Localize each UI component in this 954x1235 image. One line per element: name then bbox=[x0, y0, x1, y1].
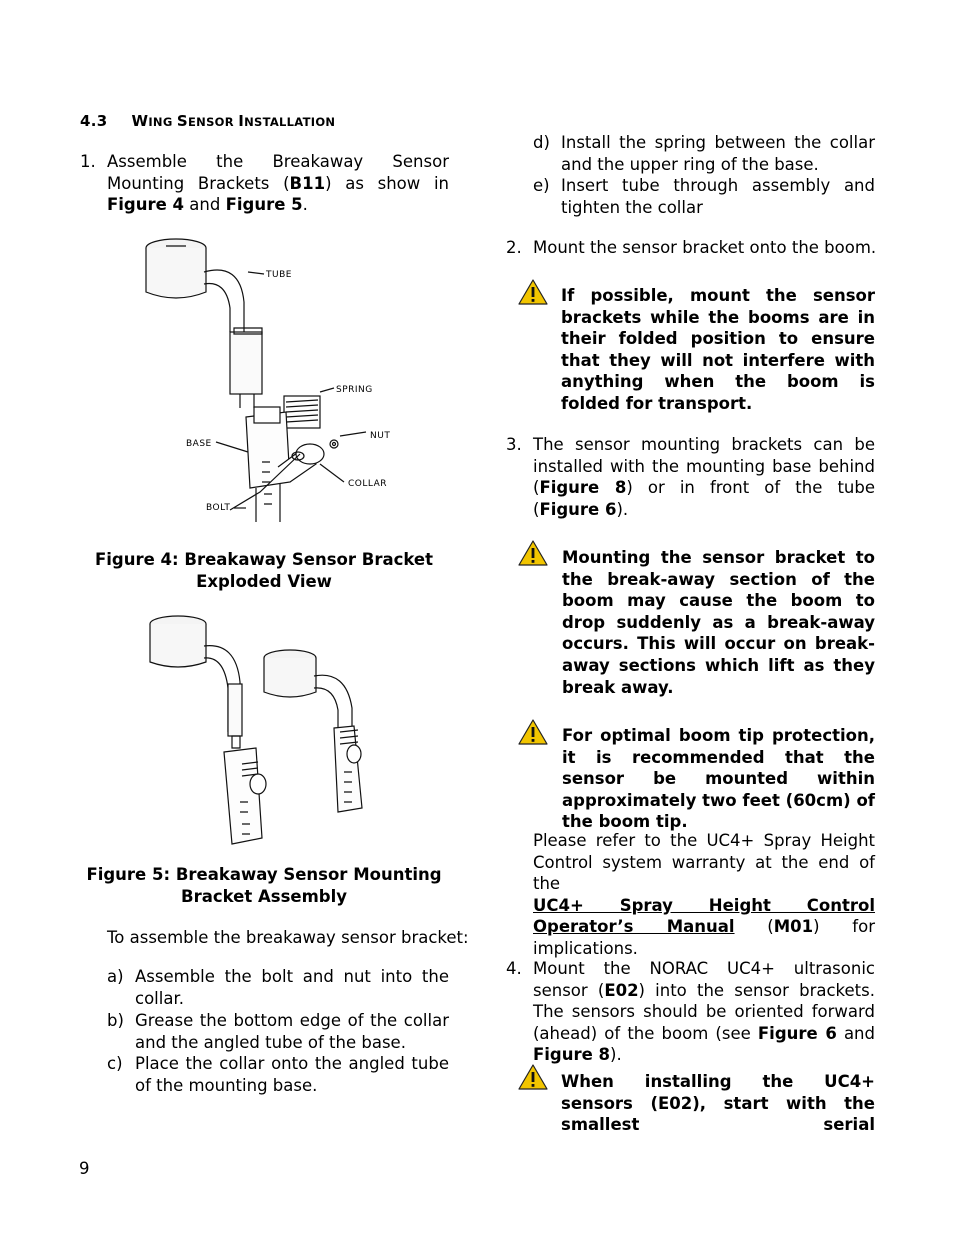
step-3-text: The sensor mounting brackets can be installed with the mounting base behind (Figure 8) or in front of the tube (Figure 6). bbox=[533, 435, 875, 519]
substep-letter: a) bbox=[107, 967, 124, 986]
warning-4-text: When installing the UC4+ sensors (E02), start with the smallest serial bbox=[561, 1072, 875, 1135]
page-number: 9 bbox=[79, 1159, 90, 1178]
heading-cap: S bbox=[176, 112, 188, 130]
figure-4-exploded-view bbox=[130, 232, 400, 522]
substep-text: Install the spring between the collar and the upper ring of the base. bbox=[561, 133, 875, 174]
substep-text: Assemble the bolt and nut into the collar. bbox=[135, 967, 449, 1008]
step-4-number: 4. bbox=[506, 959, 522, 978]
heading-cap: W bbox=[131, 112, 149, 130]
warning-icon bbox=[518, 279, 548, 305]
substep-letter: e) bbox=[533, 176, 550, 195]
figure-4-caption: Figure 4: Breakaway Sensor Bracket Exploded View bbox=[95, 550, 433, 591]
step-3-number: 3. bbox=[506, 435, 522, 454]
label-collar: COLLAR bbox=[348, 479, 388, 489]
manual-link[interactable]: Operator’s Manual bbox=[533, 917, 735, 937]
manual-link[interactable]: UC4+ Spray Height Control bbox=[533, 895, 875, 915]
warranty-reference: Please refer to the UC4+ Spray Height Control system warranty at the end of the UC4+ Spray Height Control Operator’s Manual (M01) for implications. bbox=[533, 831, 875, 958]
step-4-text: Mount the NORAC UC4+ ultrasonic sensor (E02) into the sensor brackets. The sensors should be oriented forward (ahead) of the boom (see Figure 6 and Figure 8). bbox=[533, 959, 875, 1065]
substep-letter: c) bbox=[107, 1054, 123, 1073]
step-1-text: Assemble the Breakaway Sensor Mounting Brackets (B11) as show in Figure 4 and Figure 5. bbox=[107, 152, 449, 215]
figure-5-caption: Figure 5: Breakaway Sensor Mounting Bracket Assembly bbox=[86, 865, 442, 906]
substep-letter: b) bbox=[107, 1011, 124, 1030]
section-heading bbox=[80, 112, 335, 130]
heading-smallcaps: ING bbox=[148, 115, 177, 129]
heading-smallcaps: ENSOR bbox=[188, 115, 239, 129]
label-base: BASE bbox=[186, 439, 212, 449]
step-2-text: Mount the sensor bracket onto the boom. bbox=[533, 238, 877, 257]
label-nut: NUT bbox=[370, 431, 391, 441]
warning-icon bbox=[518, 1064, 548, 1090]
label-bolt: BOLT bbox=[206, 503, 231, 513]
substep-text: Insert tube through assembly and tighten the collar bbox=[561, 176, 875, 217]
warning-2-text: Mounting the sensor bracket to the break-away section of the boom may cause the boom to drop suddenly as a break-away occurs. This will occur on break-away sections which lift as they break away. bbox=[562, 548, 875, 697]
step-2-number: 2. bbox=[506, 238, 522, 257]
assembly-intro: To assemble the breakaway sensor bracket: bbox=[107, 928, 469, 947]
figure-5-assembly bbox=[140, 612, 390, 857]
warning-icon bbox=[518, 540, 548, 566]
heading-cap: I bbox=[238, 112, 245, 130]
heading-smallcaps: NSTALLATION bbox=[244, 115, 336, 129]
substep-text: Grease the bottom edge of the collar and the angled tube of the base. bbox=[135, 1011, 449, 1052]
substep-text: Place the collar onto the angled tube of the mounting base. bbox=[135, 1054, 449, 1095]
substep-letter: d) bbox=[533, 133, 550, 152]
warning-3-text: For optimal boom tip protection, it is recommended that the sensor be mounted within approximately two feet (60cm) of the boom tip. bbox=[562, 726, 875, 832]
section-number: 4.3 bbox=[80, 112, 108, 130]
warning-1-text: If possible, mount the sensor brackets while the booms are in their folded position to ensure that they will not interfere with anything when the boom is folded for transport. bbox=[561, 286, 875, 413]
label-tube: TUBE bbox=[266, 270, 292, 280]
label-spring: SPRING bbox=[336, 385, 373, 395]
warning-icon bbox=[518, 719, 548, 745]
step-1-number: 1. bbox=[80, 152, 96, 171]
